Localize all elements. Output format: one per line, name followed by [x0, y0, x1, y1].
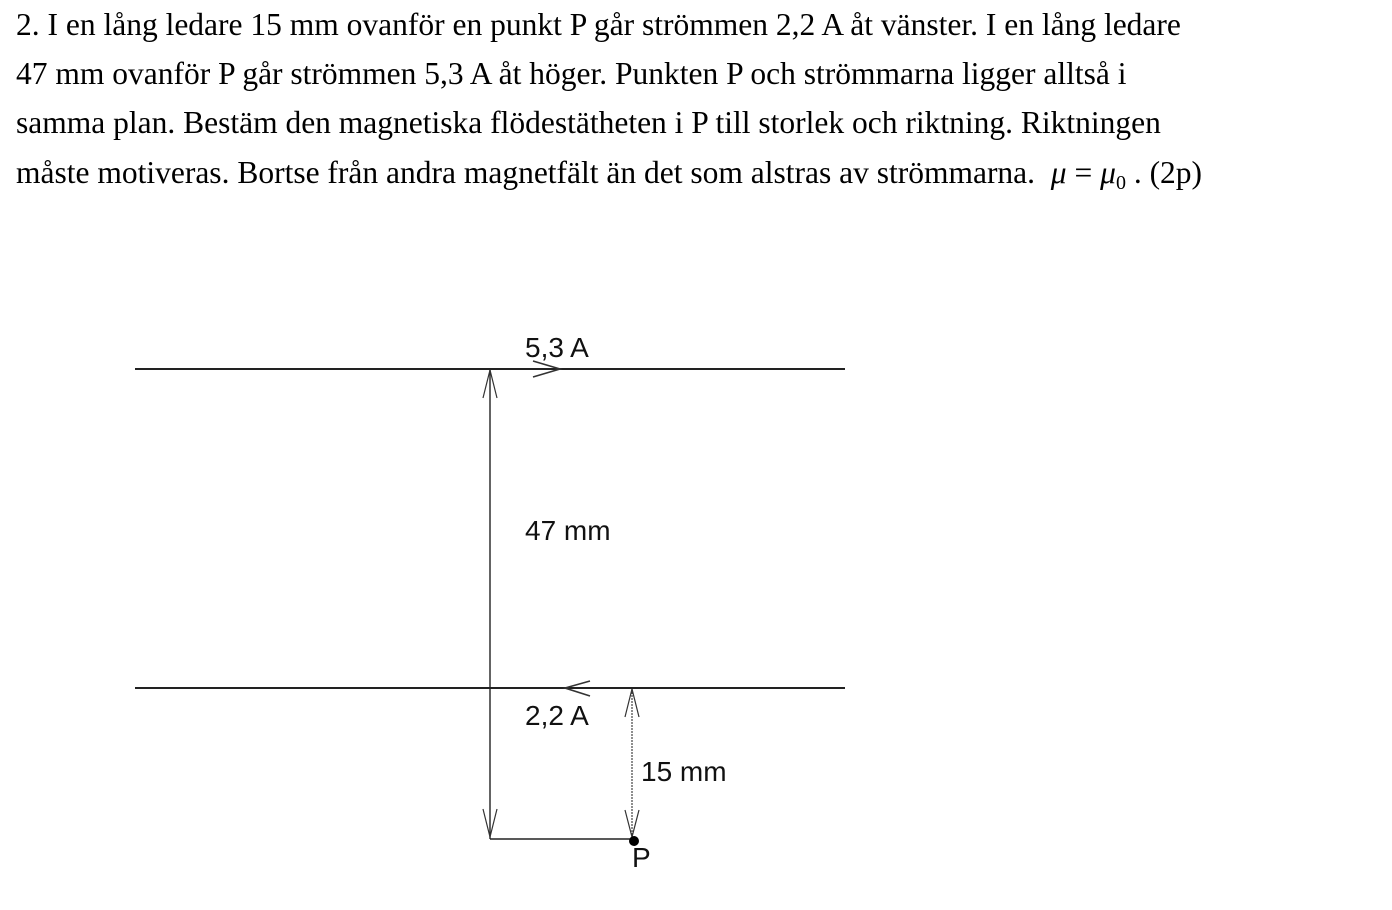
- mu0-subscript: 0: [1115, 172, 1126, 194]
- equals-sign: =: [1066, 155, 1101, 190]
- mu0-symbol: μ: [1100, 155, 1116, 190]
- mu-symbol: μ: [1050, 155, 1067, 190]
- point-p-label: P: [632, 842, 651, 873]
- dimension-15-label: 15 mm: [641, 756, 727, 787]
- problem-line-2: 47 mm ovanför P går strömmen 5,3 A åt höger. Punkten P och strömmarna ligger alltså i: [16, 56, 1127, 91]
- dimension-15-bottom-arrow-icon: [625, 810, 639, 837]
- lower-current-label: 2,2 A: [525, 700, 589, 731]
- problem-line-3: samma plan. Bestäm den magnetiska flödestätheten i P till storlek och riktning. Riktningen: [16, 105, 1161, 140]
- upper-current-label: 5,3 A: [525, 332, 589, 363]
- dimension-47-label: 47 mm: [525, 515, 611, 546]
- points-label: . (2p): [1125, 155, 1203, 190]
- problem-line-4-text: måste motiveras. Bortse från andra magnetfält än det som alstras av strömmarna.: [16, 155, 1036, 190]
- problem-line-1: 2. I en lång ledare 15 mm ovanför en punkt P går strömmen 2,2 A åt vänster. I en lång ledare: [16, 7, 1181, 42]
